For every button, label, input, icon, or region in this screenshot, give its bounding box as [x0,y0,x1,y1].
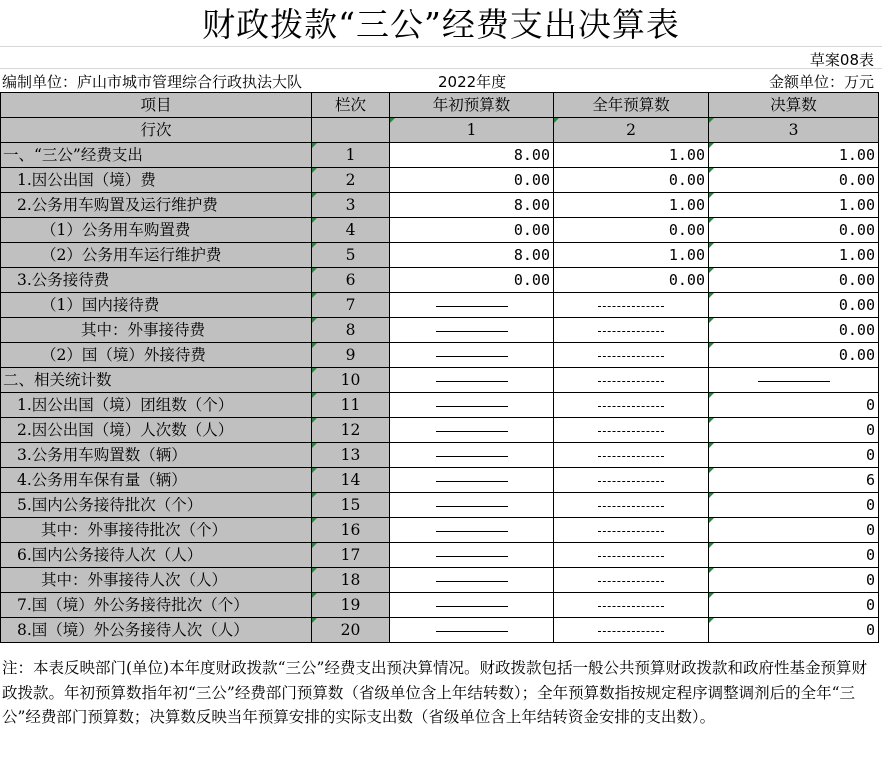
table-row [1,168,879,193]
not-applicable-dash [390,593,554,618]
not-applicable-dash [390,468,554,493]
table-row [1,218,879,243]
row-label: 6.国内公务接待人次（人） [1,543,312,568]
row-number: 10 [312,368,390,393]
value-cell: 0 [709,493,879,518]
row-label: （1）国内接待费 [1,293,312,318]
value-cell: 8.00 [390,143,554,168]
dash-mark [598,531,664,532]
row-number: 9 [312,343,390,368]
value-cell: 0.00 [709,318,879,343]
row-number: 3 [312,193,390,218]
dash-mark [598,431,664,432]
dash-mark [598,581,664,582]
row-number: 12 [312,418,390,443]
table-row [1,243,879,268]
subheader-c3: 3 [709,118,879,143]
row-number: 15 [312,493,390,518]
value-cell: 1.00 [709,243,879,268]
page-title: 财政拨款“三公”经费支出决算表 [202,5,680,44]
row-number: 13 [312,443,390,468]
gridline [0,68,882,69]
report-meta [0,46,882,92]
header-row [1,93,879,118]
not-applicable-dash [554,343,709,368]
dash-mark [436,331,508,332]
value-cell: 0 [709,568,879,593]
not-applicable-dash [390,618,554,643]
dash-mark [598,506,664,507]
dash-mark [598,306,664,307]
dash-mark [436,556,508,557]
row-label: 其中：外事接待批次（个） [1,518,312,543]
dash-mark [598,331,664,332]
row-label: 5.国内公务接待批次（个） [1,493,312,518]
row-label: 1.因公出国（境）费 [1,168,312,193]
value-cell: 0.00 [554,268,709,293]
not-applicable-dash [390,568,554,593]
row-number: 20 [312,618,390,643]
header-budget-initial: 年初预算数 [390,93,554,118]
table-row [1,368,879,393]
row-label: 8.国（境）外公务接待人次（人） [1,618,312,643]
value-cell: 1.00 [554,193,709,218]
dash-mark [598,481,664,482]
table-row [1,268,879,293]
not-applicable-dash [390,518,554,543]
table-row [1,493,879,518]
value-cell: 1.00 [709,193,879,218]
value-cell: 0 [709,418,879,443]
dash-mark [598,606,664,607]
table-row [1,193,879,218]
expense-table [0,92,879,643]
form-number: 草案08表 [809,51,874,69]
table-row [1,568,879,593]
value-cell: 0 [709,518,879,543]
dash-mark [436,606,508,607]
dash-mark [598,631,664,632]
dash-mark [436,431,508,432]
not-applicable-dash [390,368,554,393]
value-cell: 0 [709,543,879,568]
row-label: （2）公务用车运行维护费 [1,243,312,268]
header-item: 项目 [1,93,312,118]
not-applicable-dash [554,593,709,618]
row-number: 6 [312,268,390,293]
header-final: 决算数 [709,93,879,118]
value-cell: 0 [709,443,879,468]
dash-mark [598,381,664,382]
row-label: 4.公务用车保有量（辆） [1,468,312,493]
not-applicable-dash [390,543,554,568]
value-cell: 6 [709,468,879,493]
value-cell: 0.00 [709,218,879,243]
row-number: 11 [312,393,390,418]
dash-mark [598,356,664,357]
dash-mark [436,581,508,582]
value-cell: 0.00 [390,218,554,243]
subheader-c2: 2 [554,118,709,143]
not-applicable-dash [554,293,709,318]
dash-mark [436,306,508,307]
row-label: （1）公务用车购置费 [1,218,312,243]
dash-mark [436,531,508,532]
subheader-c1: 1 [390,118,554,143]
row-number: 7 [312,293,390,318]
dash-mark [436,356,508,357]
footnote: 注：本表反映部门(单位)本年度财政拨款“三公”经费支出预决算情况。财政拨款包括一般公共预算财政拨款和政府性基金预算财政拨款。年初预算数指年初“三公”经费部门预算数（省级单位含上年结转数）；全年预算数指按规定程序调整调剂后的全年“三公”经费部门预算数；决算数反映当年预算安排的实际支出数（省级单位含上年结转资金安排的支出数）。 [2,659,867,726]
not-applicable-dash [554,418,709,443]
value-cell: 0 [709,393,879,418]
table-row [1,343,879,368]
row-label: 其中：外事接待人次（人） [1,568,312,593]
row-number: 8 [312,318,390,343]
gridline [0,46,882,47]
table-row [1,593,879,618]
not-applicable-dash [390,343,554,368]
header-col: 栏次 [312,93,390,118]
money-unit: 金额单位：万元 [768,73,874,91]
not-applicable-dash [390,418,554,443]
report-year: 2022年度 [438,73,507,91]
not-applicable-dash [554,518,709,543]
value-cell: 1.00 [554,143,709,168]
dash-mark [598,556,664,557]
table-row [1,393,879,418]
value-cell: 0.00 [554,218,709,243]
row-number: 1 [312,143,390,168]
row-label: 2.因公出国（境）人次数（人） [1,418,312,443]
not-applicable-dash [554,318,709,343]
value-cell: 1.00 [709,143,879,168]
table-row [1,618,879,643]
row-label: 7.国（境）外公务接待批次（个） [1,593,312,618]
not-applicable-dash [554,543,709,568]
value-cell: 8.00 [390,243,554,268]
subheader-row [1,118,879,143]
value-cell: 0.00 [709,268,879,293]
dash-mark [758,381,830,382]
not-applicable-dash [554,618,709,643]
row-label: （2）国（境）外接待费 [1,343,312,368]
dash-mark [436,506,508,507]
not-applicable-dash [390,493,554,518]
not-applicable-dash [554,368,709,393]
value-cell: 0.00 [709,168,879,193]
dash-mark [436,631,508,632]
not-applicable-dash [390,393,554,418]
table-row [1,518,879,543]
row-label: 2.公务用车购置及运行维护费 [1,193,312,218]
row-label: 其中：外事接待费 [1,318,312,343]
value-cell: 0.00 [390,168,554,193]
not-applicable-dash [390,318,554,343]
not-applicable-dash [390,293,554,318]
dash-mark [598,456,664,457]
not-applicable-dash [554,443,709,468]
dash-mark [598,406,664,407]
value-cell: 0.00 [709,293,879,318]
dash-mark [436,381,508,382]
dash-mark [436,456,508,457]
value-cell: 0 [709,593,879,618]
not-applicable-dash [554,468,709,493]
value-cell: 0.00 [709,343,879,368]
value-cell: 1.00 [554,243,709,268]
dash-mark [436,481,508,482]
subheader-col [312,118,390,143]
row-number: 18 [312,568,390,593]
table-row [1,293,879,318]
row-number: 16 [312,518,390,543]
table-row [1,443,879,468]
row-number: 14 [312,468,390,493]
table-row [1,418,879,443]
row-label: 一、“三公”经费支出 [1,143,312,168]
row-label: 3.公务用车购置数（辆） [1,443,312,468]
not-applicable-dash [554,568,709,593]
subheader-item: 行次 [1,118,312,143]
table-row [1,318,879,343]
not-applicable-dash [709,368,879,393]
row-label: 1.因公出国（境）团组数（个） [1,393,312,418]
row-number: 19 [312,593,390,618]
row-label: 二、相关统计数 [1,368,312,393]
table-row [1,143,879,168]
value-cell: 0.00 [390,268,554,293]
row-label: 3.公务接待费 [1,268,312,293]
value-cell: 8.00 [390,193,554,218]
row-number: 17 [312,543,390,568]
not-applicable-dash [390,443,554,468]
reporting-unit: 编制单位：庐山市城市管理综合行政执法大队 [2,73,303,91]
not-applicable-dash [554,393,709,418]
table-row [1,543,879,568]
table-row [1,468,879,493]
row-number: 5 [312,243,390,268]
value-cell: 0 [709,618,879,643]
value-cell: 0.00 [554,168,709,193]
row-number: 2 [312,168,390,193]
not-applicable-dash [554,493,709,518]
dash-mark [436,406,508,407]
row-number: 4 [312,218,390,243]
header-budget-full: 全年预算数 [554,93,709,118]
